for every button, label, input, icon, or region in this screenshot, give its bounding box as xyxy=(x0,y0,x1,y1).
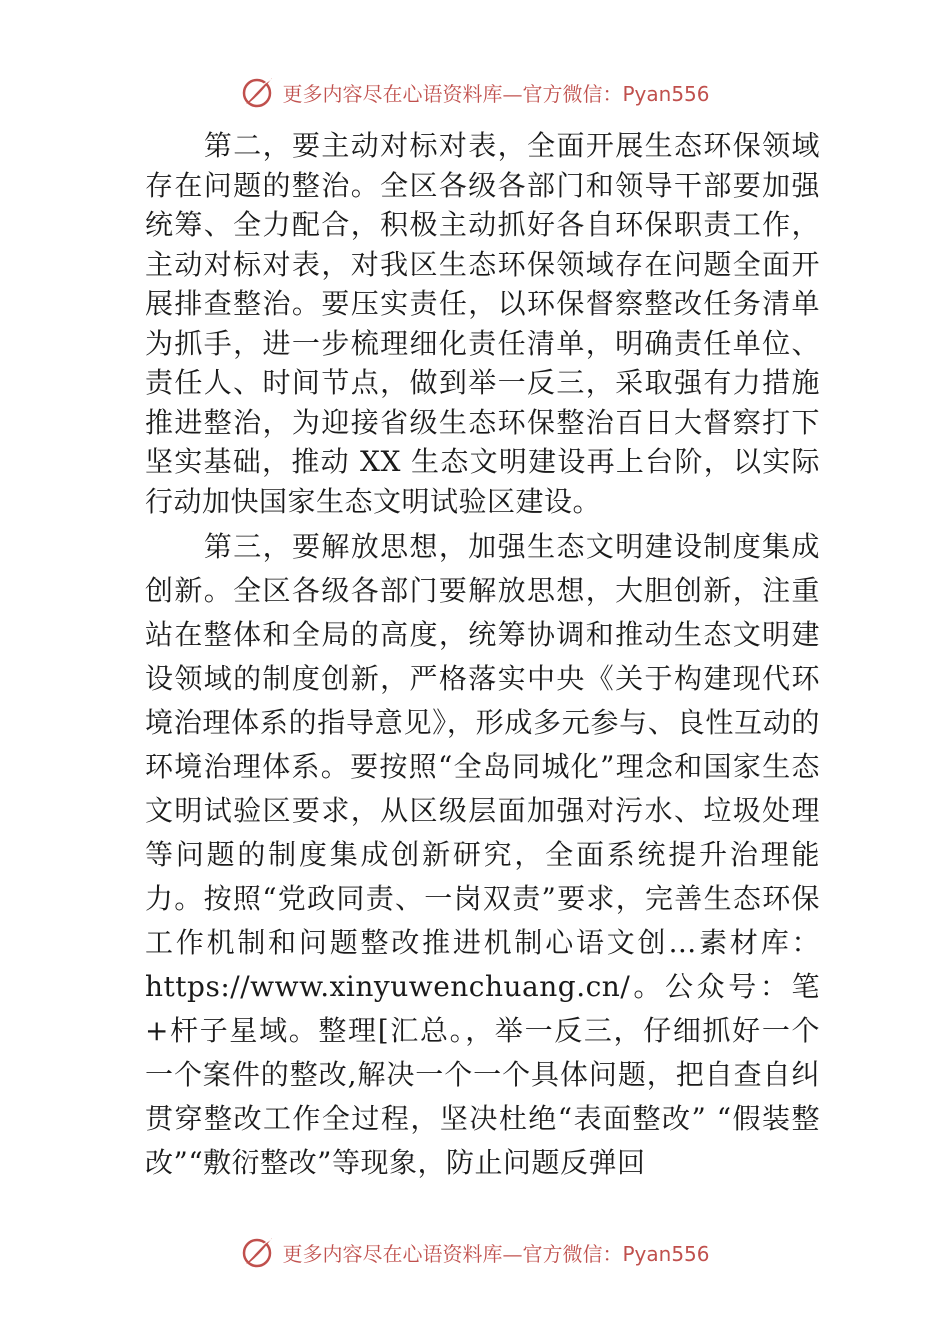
header-watermark xyxy=(0,72,950,112)
footer-watermark xyxy=(0,1232,950,1272)
paragraph: 第三，要解放思想，加强生态文明建设制度集成创新。全区各级各部门要解放思想，大胆创新，注重站在整体和全局的高度，统筹协调和推动生态文明建设领域的制度创新，严格落实中央《关于构建现代环境治理体系的指导意见》，形成多元参与、良性互动的环境治理体系。要按照“全岛同城化”理念和国家生态文明试验区要求，从区级层面加强对污水、垃圾处理等问题的制度集成创新研究，全面系统提升治理能力。按照“党政同责、一岗双责”要求，完善生态环保工作机制和问题整改推进机制心语文创…素材库：https://www.xinyuwenchuang.cn/。公众号：笔+杆子星域。整理[汇总。，举一反三，仔细抓好一个一个案件的整改,解决一个一个具体问题，把自查自纠贯穿整改工作全过程，坚决杜绝“表面整改” “假装整改”“敷衍整改”等现象，防止问题反弹回 xyxy=(145,530,820,1179)
watermark-text: 更多内容尽在心语资料库—官方微信：Pyan556 xyxy=(282,1241,710,1266)
watermark-text: 更多内容尽在心语资料库—官方微信：Pyan556 xyxy=(282,81,710,106)
quill-logo-icon xyxy=(240,74,276,110)
quill-logo-icon xyxy=(240,1234,276,1270)
paragraph: 第二，要主动对标对表，全面开展生态环保领域存在问题的整治。全区各级各部门和领导干部要加强统筹、全力配合，积极主动抓好各自环保职责工作，主动对标对表，对我区生态环保领域存在问题全面开展排查整治。要压实责任，以环保督察整改任务清单为抓手，进一步梳理细化责任清单，明确责任单位、责任人、时间节点，做到举一反三，采取强有力措施推进整治，为迎接省级生态环保整治百日大督察打下坚实基础，推动 XX 生态文明建设再上台阶，以实际行动加快国家生态文明试验区建设。 xyxy=(145,129,820,518)
document-body xyxy=(145,126,820,1185)
